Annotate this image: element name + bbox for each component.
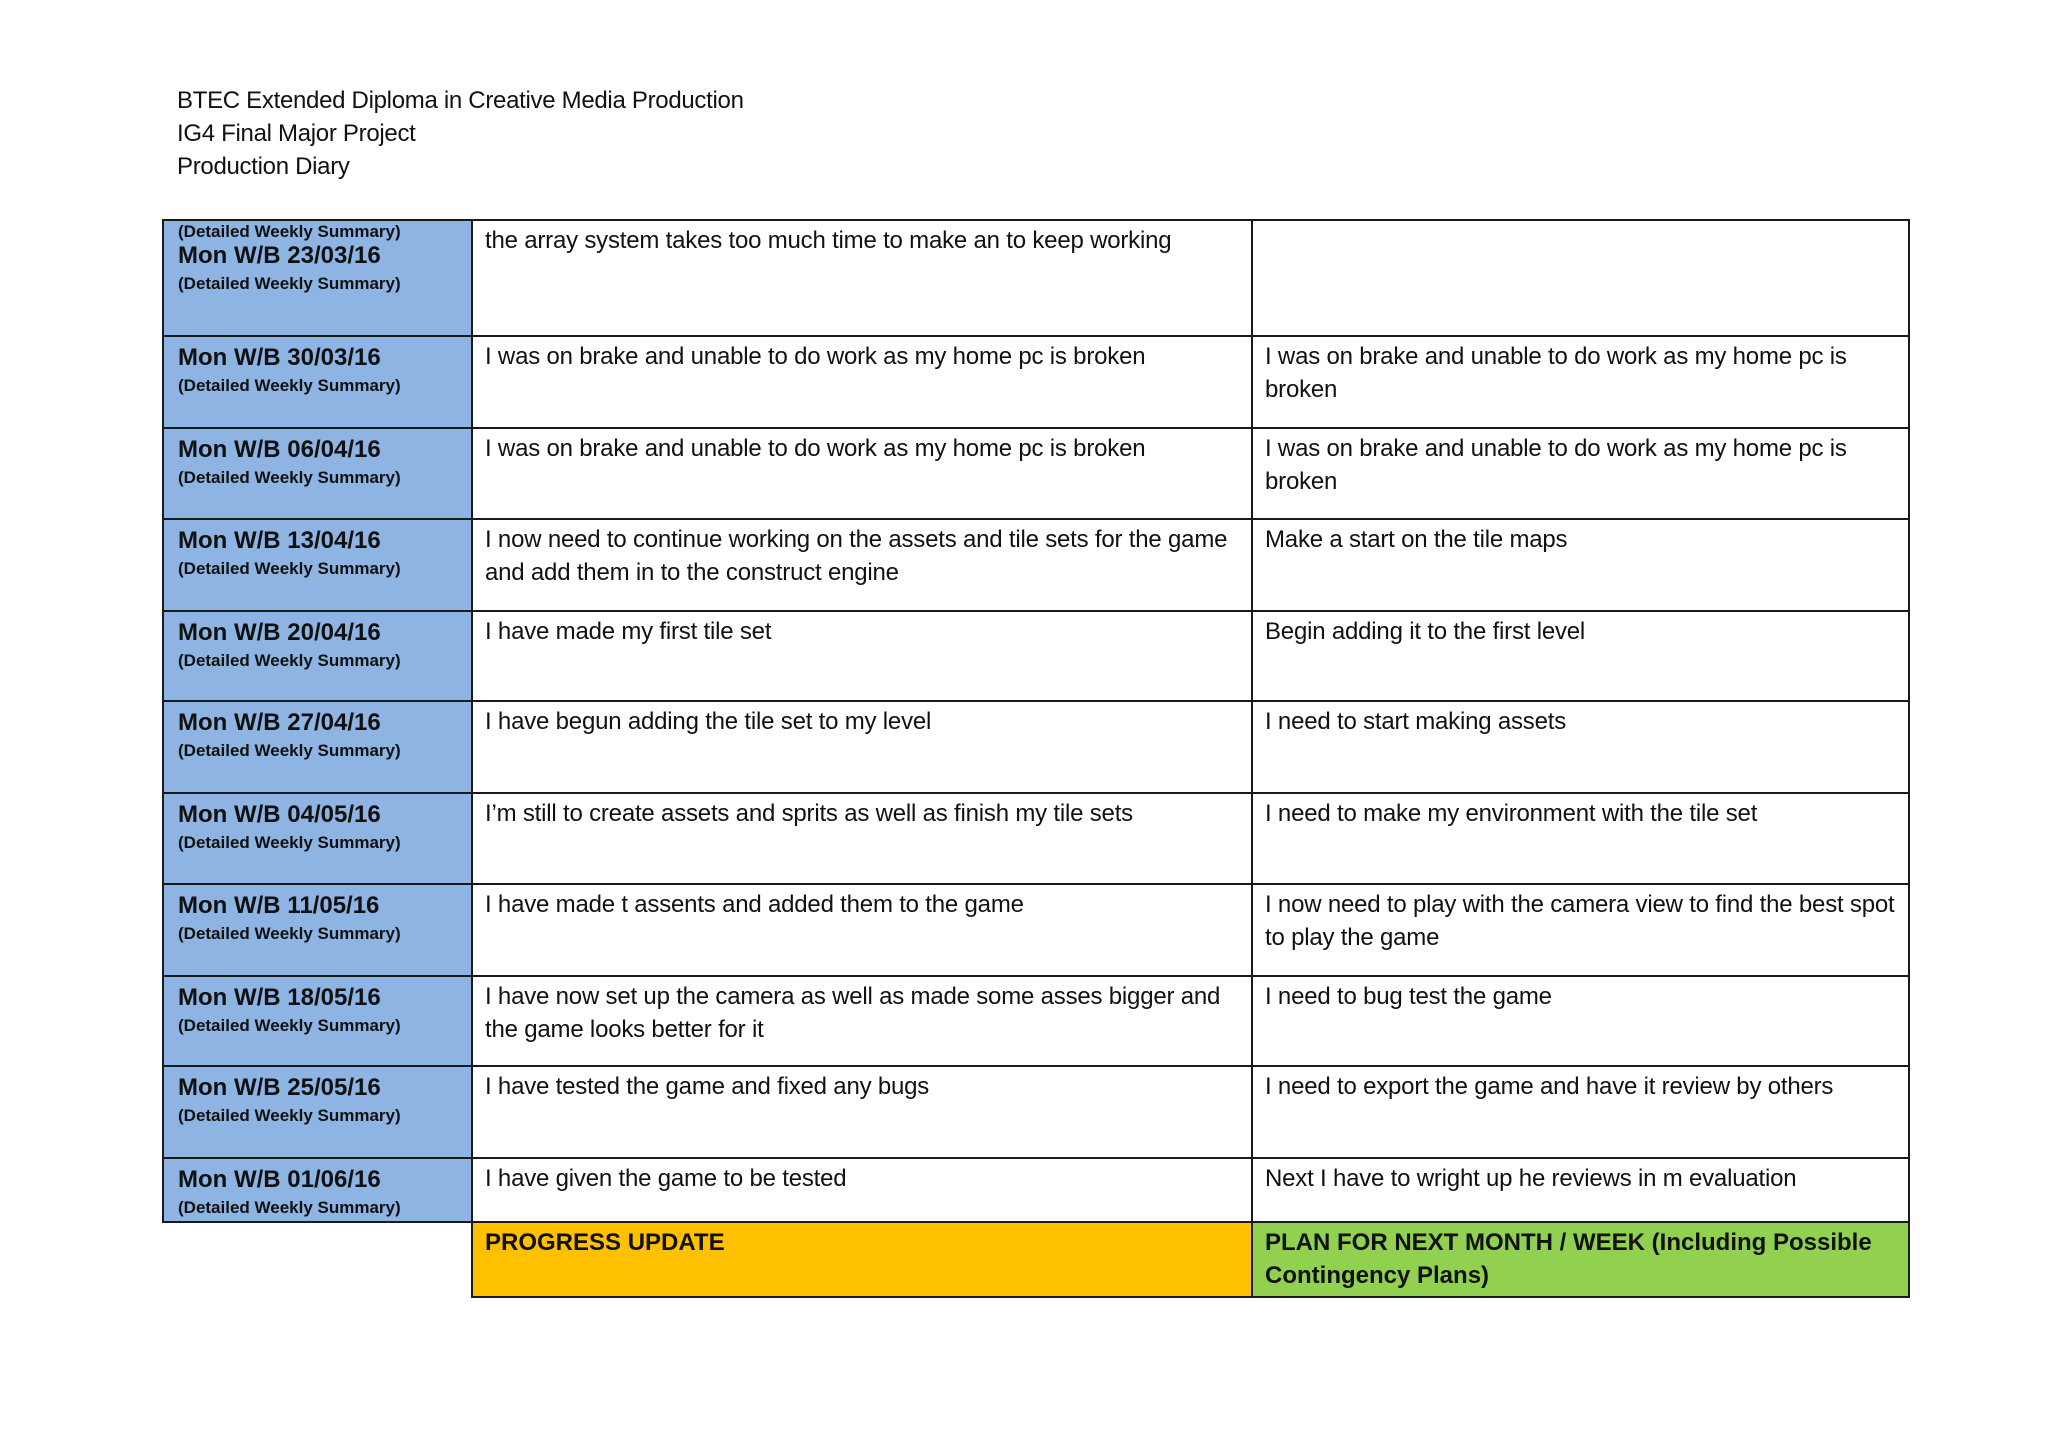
- progress-cell: I have tested the game and fixed any bugs: [472, 1066, 1252, 1158]
- progress-cell: I now need to continue working on the assets and tile sets for the game and add them in to the construct engine: [472, 519, 1252, 611]
- summary-label: (Detailed Weekly Summary): [178, 924, 401, 943]
- progress-cell: I have now set up the camera as well as made some asses bigger and the game looks better for it: [472, 976, 1252, 1066]
- date-cell: [163, 336, 472, 428]
- empty-corner-cell: [163, 1222, 472, 1297]
- course-title: BTEC Extended Diploma in Creative Media Production: [177, 87, 744, 114]
- table-row: [163, 976, 1909, 1066]
- week-date: Mon W/B 01/06/16: [178, 1166, 381, 1193]
- week-date: Mon W/B 06/04/16: [178, 436, 381, 463]
- table-row: [163, 884, 1909, 976]
- table-row: [163, 701, 1909, 793]
- summary-label: (Detailed Weekly Summary): [178, 468, 401, 487]
- progress-cell: I have made t assents and added them to the game: [472, 884, 1252, 976]
- plan-cell: I was on brake and unable to do work as my home pc is broken: [1252, 336, 1909, 428]
- plan-cell: Make a start on the tile maps: [1252, 519, 1909, 611]
- progress-cell: I have begun adding the tile set to my level: [472, 701, 1252, 793]
- plan-cell: I need to export the game and have it review by others: [1252, 1066, 1909, 1158]
- date-cell: [163, 519, 472, 611]
- summary-label: (Detailed Weekly Summary): [178, 222, 401, 241]
- date-cell: [163, 884, 472, 976]
- date-cell: [163, 220, 472, 336]
- date-cell: [163, 611, 472, 701]
- summary-label: (Detailed Weekly Summary): [178, 376, 401, 395]
- week-date: Mon W/B 13/04/16: [178, 527, 381, 554]
- progress-cell: I have made my first tile set: [472, 611, 1252, 701]
- table-row: [163, 793, 1909, 884]
- progress-cell: I was on brake and unable to do work as my home pc is broken: [472, 336, 1252, 428]
- plan-cell: [1252, 220, 1909, 336]
- week-date: Mon W/B 11/05/16: [178, 892, 380, 919]
- week-date: Mon W/B 23/03/16: [178, 242, 381, 269]
- week-date: Mon W/B 30/03/16: [178, 344, 381, 371]
- project-title: IG4 Final Major Project: [177, 120, 416, 147]
- summary-label: (Detailed Weekly Summary): [178, 1016, 401, 1035]
- progress-cell: I have given the game to be tested: [472, 1158, 1252, 1222]
- summary-label: (Detailed Weekly Summary): [178, 833, 401, 852]
- plan-cell: Next I have to wright up he reviews in m evaluation: [1252, 1158, 1909, 1222]
- progress-cell: I’m still to create assets and sprits as well as finish my tile sets: [472, 793, 1252, 884]
- date-cell: [163, 1066, 472, 1158]
- plan-cell: Begin adding it to the first level: [1252, 611, 1909, 701]
- week-date: Mon W/B 25/05/16: [178, 1074, 381, 1101]
- summary-label: (Detailed Weekly Summary): [178, 741, 401, 760]
- week-date: Mon W/B 04/05/16: [178, 801, 381, 828]
- table-row: [163, 336, 1909, 428]
- table-row: [163, 220, 1909, 336]
- week-date: Mon W/B 27/04/16: [178, 709, 381, 736]
- table-row: [163, 611, 1909, 701]
- table-row: [163, 428, 1909, 519]
- date-cell: [163, 701, 472, 793]
- progress-update-heading: PROGRESS UPDATE: [472, 1222, 1252, 1297]
- summary-label: (Detailed Weekly Summary): [178, 274, 401, 293]
- plan-cell: I need to make my environment with the tile set: [1252, 793, 1909, 884]
- plan-cell: I need to bug test the game: [1252, 976, 1909, 1066]
- progress-cell: I was on brake and unable to do work as my home pc is broken: [472, 428, 1252, 519]
- progress-cell: the array system takes too much time to make an to keep working: [472, 220, 1252, 336]
- table-row: [163, 1066, 1909, 1158]
- document-header: [177, 84, 744, 183]
- diary-title: Production Diary: [177, 153, 350, 180]
- production-diary-table: [162, 219, 1910, 1298]
- date-cell: [163, 976, 472, 1066]
- week-date: Mon W/B 20/04/16: [178, 619, 381, 646]
- summary-label: (Detailed Weekly Summary): [178, 1106, 401, 1125]
- summary-label: (Detailed Weekly Summary): [178, 651, 401, 670]
- table-row: [163, 519, 1909, 611]
- plan-cell: I now need to play with the camera view to find the best spot to play the game: [1252, 884, 1909, 976]
- summary-label: (Detailed Weekly Summary): [178, 1198, 401, 1217]
- date-cell: [163, 428, 472, 519]
- summary-label: (Detailed Weekly Summary): [178, 559, 401, 578]
- plan-heading: PLAN FOR NEXT MONTH / WEEK (Including Possible Contingency Plans): [1252, 1222, 1909, 1297]
- plan-cell: I was on brake and unable to do work as my home pc is broken: [1252, 428, 1909, 519]
- date-cell: [163, 793, 472, 884]
- table-footer-row: [163, 1222, 1909, 1297]
- plan-cell: I need to start making assets: [1252, 701, 1909, 793]
- date-cell: [163, 1158, 472, 1222]
- week-date: Mon W/B 18/05/16: [178, 984, 381, 1011]
- table-row: [163, 1158, 1909, 1222]
